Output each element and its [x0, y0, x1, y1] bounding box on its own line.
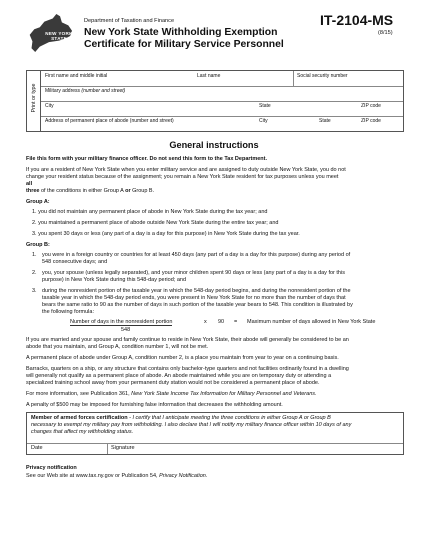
group-b-item-2-line-1: you, your spouse (unless legally separated), and your minor children spent 90 days or less (any part of a day is a day for this — [42, 270, 345, 276]
formula-result: Maximum number of days allowed in New York State — [247, 319, 376, 325]
group-a-label: Group A: — [26, 199, 50, 205]
intro-line-2: change your resident status because of the assignment; you remain a New York State resident for tax purposes unless you meet — [26, 174, 339, 181]
side-label-column — [27, 71, 41, 131]
intro-or: or — [125, 188, 131, 195]
group-b-number-3: 3. — [32, 288, 37, 294]
cert-line-2: necessary to exempt my military pay from withholding. I also declare that I will notify my military finance officer within 10 days of any — [31, 422, 352, 429]
group-b-number-2: 2. — [32, 270, 37, 276]
formula-numerator-text: Number of days in the nonresident portion — [70, 319, 173, 325]
signature-label: Signature — [111, 445, 135, 451]
penalty-paragraph: A penalty of $500 may be imposed for furnishing false information that decreases the withholding amount. — [26, 402, 283, 408]
group-a-item-1: 1. you did not maintain any permanent place of abode in New York State during the tax year; and — [32, 209, 268, 215]
formula-numerator — [70, 319, 172, 326]
form-number: IT-2104-MS — [320, 12, 394, 28]
zip-field-label: ZIP code — [361, 103, 381, 109]
last-name-field-label: Last name — [197, 73, 221, 79]
row-divider — [41, 86, 403, 87]
ssn-field-label: Social security number — [297, 73, 348, 79]
general-instructions-heading: General instructions — [169, 140, 259, 150]
form-title-line-1: New York State Withholding Exemption — [84, 27, 278, 38]
intro-conditions: of the conditions in either Group A — [40, 188, 124, 195]
group-b-item-1-line-1: you were in a foreign country or countries for at least 450 days (any part of a day is a day for this purpose) during any period of — [42, 252, 351, 258]
privacy-text-a: See our Web site at www.tax.ny.gov or Publication 54, — [26, 473, 158, 479]
intro-all: all — [26, 181, 33, 188]
intro-line-3 — [26, 181, 402, 195]
row-divider — [41, 116, 403, 117]
taxpayer-info-box — [26, 70, 404, 132]
privacy-heading: Privacy notification — [26, 465, 77, 471]
group-b-item-1 — [42, 252, 402, 266]
publication-title: New York State Income Tax Information for Military Personnel and Veterans. — [131, 391, 317, 397]
cert-vertical-divider — [107, 443, 108, 454]
barracks-line-3: specialized training school away from your permanent duty station would not be considered a permanent place of abode. — [26, 380, 320, 387]
city-field-label: City — [45, 103, 54, 109]
revision-date: (8/15) — [378, 30, 393, 36]
spouse-line-1: If you are married and your spouse and family continue to reside in New York State, their abode will generally be considered to be an — [26, 337, 349, 343]
spouse-paragraph — [26, 337, 402, 351]
intro-paragraph — [26, 167, 402, 195]
formula-equals: = — [234, 319, 238, 325]
formula-ninety: 90 — [218, 319, 225, 325]
formula-denominator: 548 — [121, 327, 131, 333]
zip2-field-label: ZIP code — [361, 118, 381, 124]
group-b-item-1-line-2: 548 consecutive days; and — [42, 259, 108, 266]
barracks-line-1: Barracks, quarters on a ship, or any structure that contains only bachelor-type quarters and not facilities ordinarily found in a dwelling — [26, 366, 349, 372]
more-info-paragraph — [26, 391, 402, 398]
cert-line-3: changes that affect my withholding status. — [31, 429, 134, 436]
city2-field-label: City — [259, 118, 268, 124]
permanent-abode-paragraph: A permanent place of abode under Group A, condition number 2, is a place you maintain from year to year on a continuing basis. — [26, 355, 339, 361]
privacy-text — [26, 473, 402, 480]
group-b-item-2-line-2: purpose) in New York State during this 548-day period; and — [42, 277, 187, 284]
group-b-item-3-line-1: during the nonresident portion of the taxable year in which the 548-day period begins, and during the nonresident portion of the — [42, 288, 351, 294]
form-title-line-2: Certificate for Military Service Personnel — [84, 39, 284, 50]
certification-box — [26, 412, 404, 455]
group-b-item-3-line-2: taxable year in which the 548-day period ends, you were present in New York State for no more than the number of days that — [42, 295, 346, 302]
form-title — [84, 27, 334, 51]
intro-three: three — [26, 188, 40, 195]
spouse-line-2: abode that you maintain, and Group A, condition number 1, will not be met. — [26, 344, 209, 351]
more-info-text: For more information, see Publication 361, — [26, 391, 130, 397]
cert-heading: Member of armed forces certification — [31, 415, 128, 421]
group-b-label: Group B: — [26, 242, 50, 248]
print-or-type-label: Print or type — [31, 83, 37, 113]
cert-text-1: - I certify that I anticipate meeting the three conditions in either Group A or Group B — [127, 415, 331, 421]
state2-field-label: State — [319, 118, 331, 124]
group-b-item-3-line-4: the following formula: — [42, 309, 94, 316]
row-divider — [41, 101, 403, 102]
date-label: Date — [31, 445, 43, 451]
group-b-item-3 — [42, 288, 402, 316]
file-note: File this form with your military finance officer. Do not send this form to the Tax Department. — [26, 156, 268, 162]
signature-input[interactable] — [139, 444, 399, 453]
barracks-paragraph — [26, 366, 402, 387]
military-address-field-label: Military address (number and street) — [45, 88, 126, 94]
cert-line-1 — [31, 415, 397, 422]
first-name-field-label: First name and middle initial — [45, 73, 108, 79]
group-b-number-1: 1. — [32, 252, 37, 258]
department-name: Department of Taxation and Finance — [84, 18, 175, 24]
group-a-item-2: 2. you maintained a permanent place of abode outside New York State during the entire tax year; and — [32, 220, 279, 226]
state-field-label: State — [259, 103, 271, 109]
logo-text: NEW YORK STATE — [45, 31, 73, 41]
privacy-text-b: Privacy Notification. — [159, 473, 208, 479]
formula-times: x — [204, 319, 207, 325]
name-input-area[interactable] — [45, 72, 290, 86]
group-b-item-2 — [42, 270, 402, 284]
group-a-item-3: 3. you spent 30 days or less (any part of a day is a day for this purpose) in New York State during the tax year. — [32, 231, 300, 237]
intro-group-b: Group B. — [132, 188, 155, 195]
date-input[interactable] — [47, 444, 105, 453]
barracks-line-2: will generally not qualify as a permanent place of abode. An abode maintained while you are on temporary duty or attending a — [26, 373, 332, 380]
ssn-divider — [293, 71, 294, 86]
group-b-item-3-line-3: bears the same ratio to 90 as the number of days in such portion of the taxable year bears to 548. This condition is illustrated by — [42, 302, 353, 309]
permanent-address-field-label: Address of permanent place of abode (number and street) — [45, 118, 174, 124]
certification-text — [31, 415, 397, 436]
intro-line-1: If you are a resident of New York State when you enter military service and are assigned to duty outside New York State, you do not — [26, 167, 346, 173]
